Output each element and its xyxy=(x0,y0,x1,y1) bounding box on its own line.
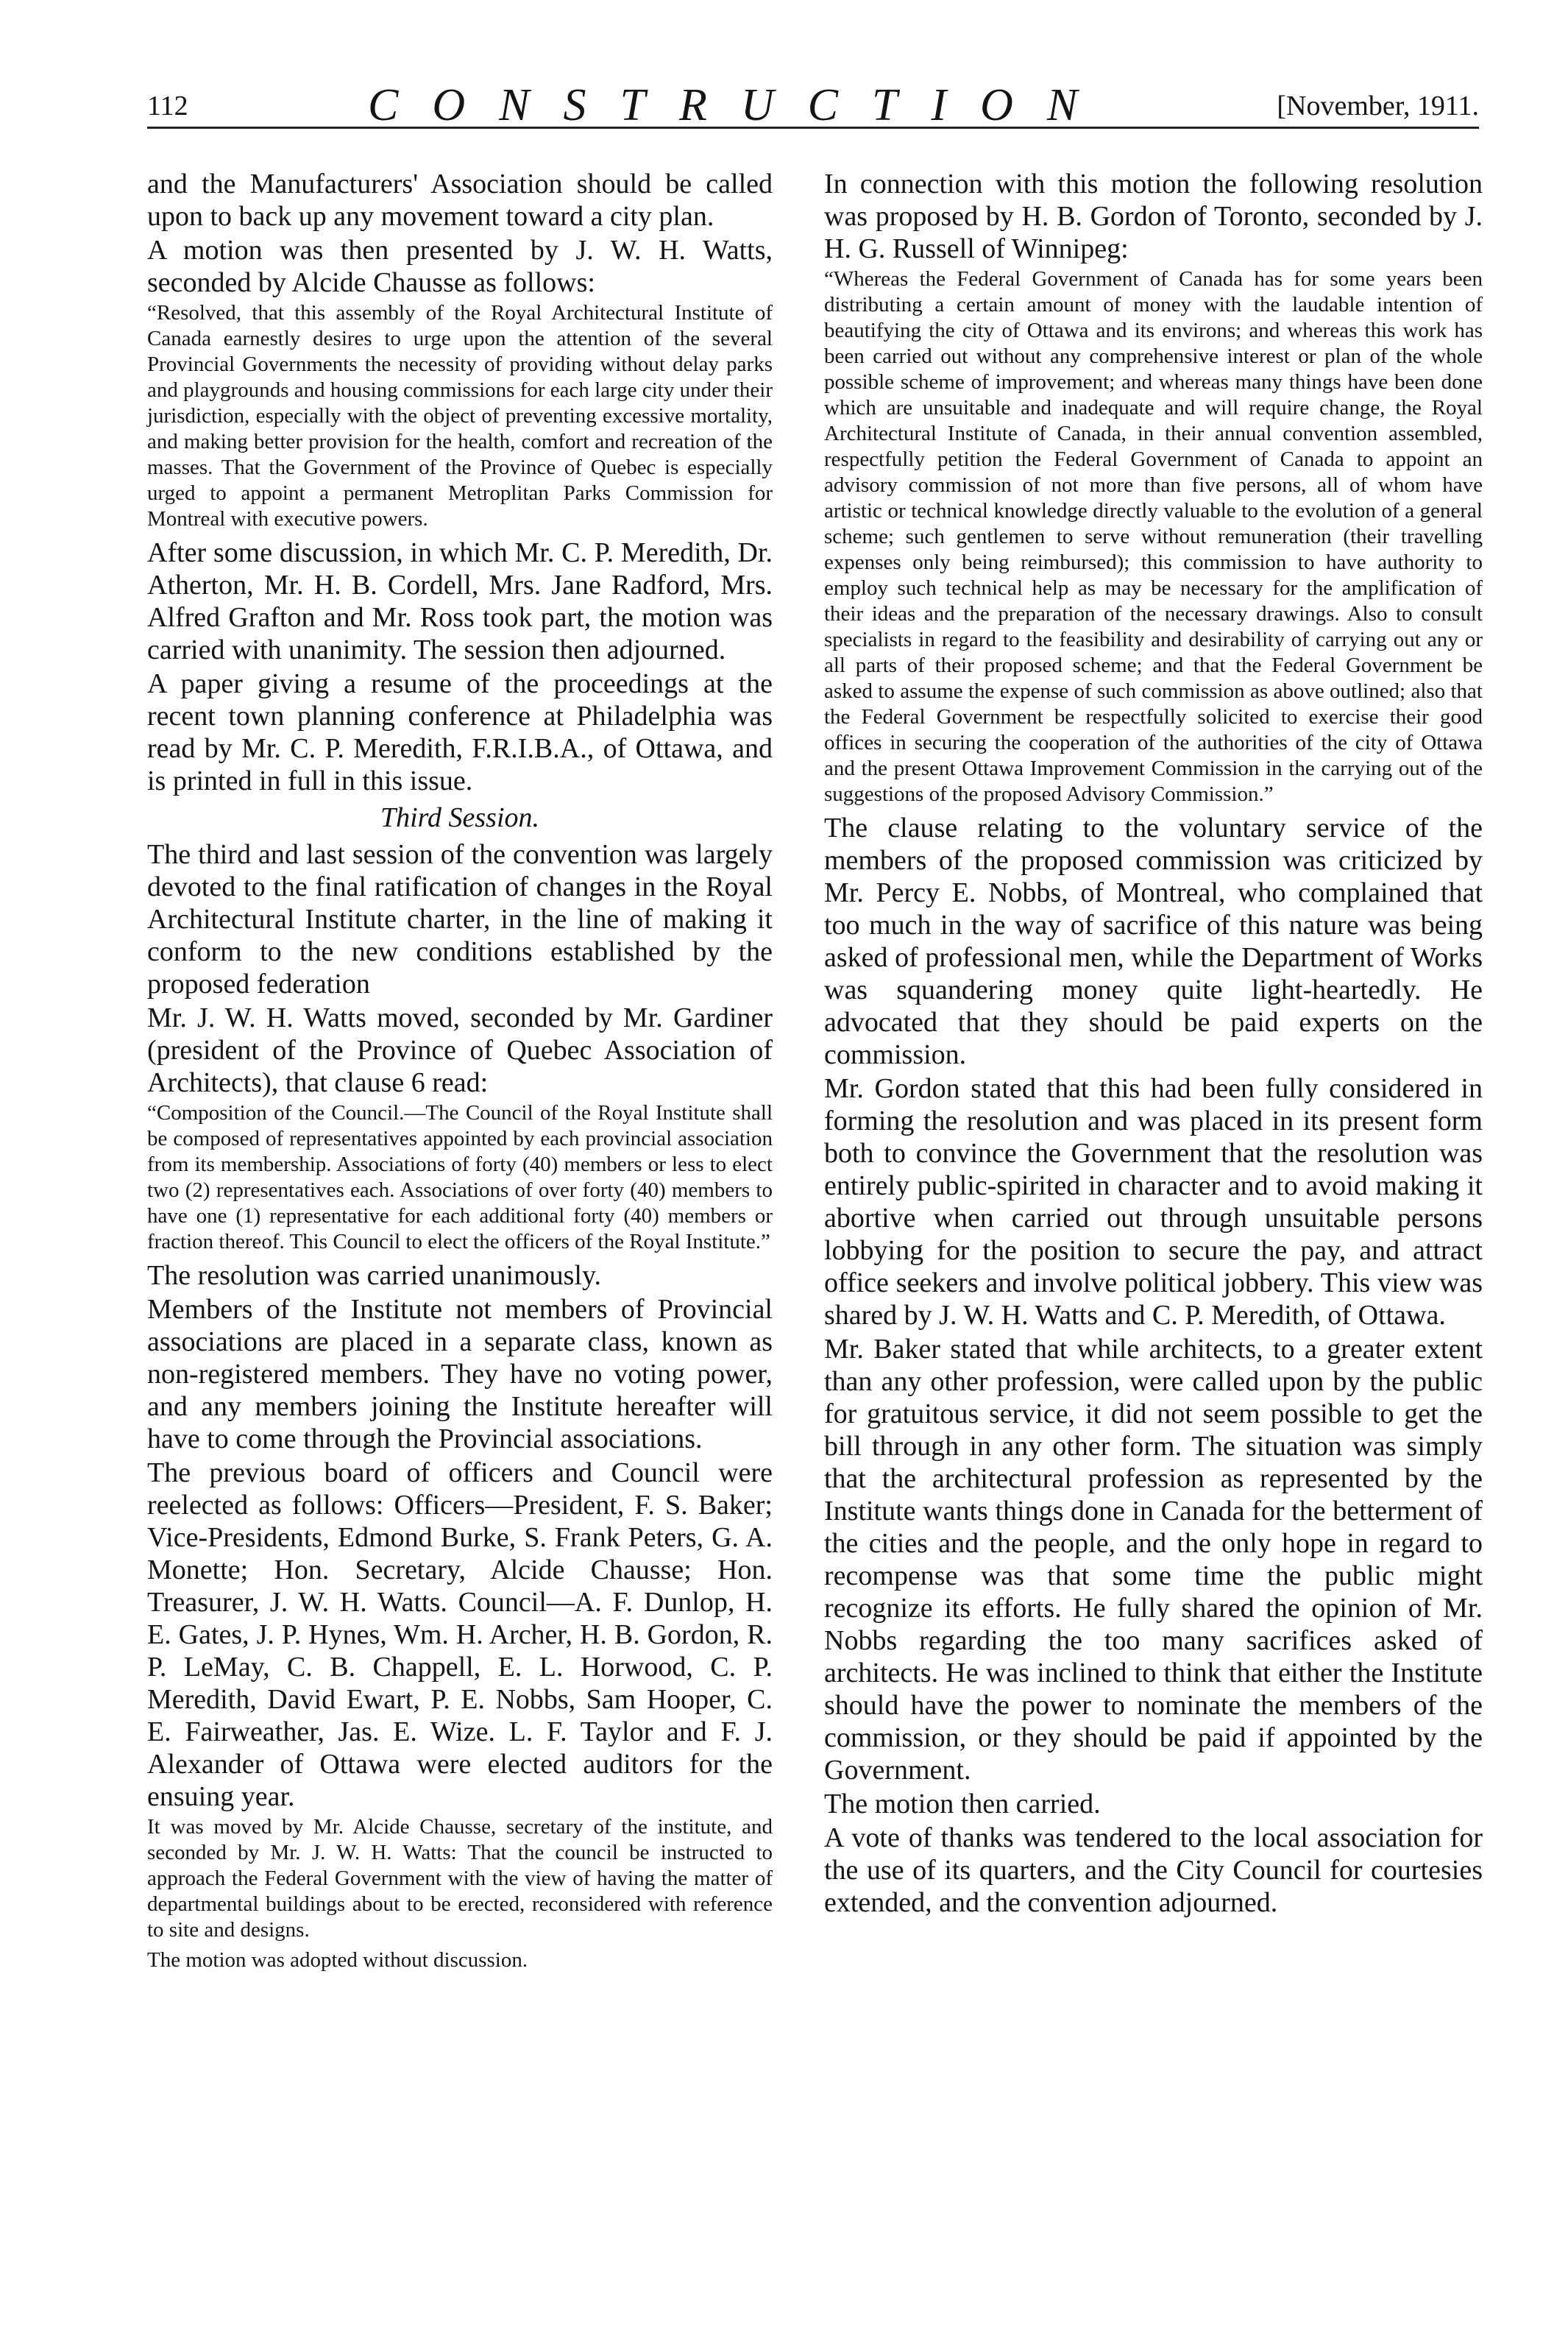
paragraph: Mr. J. W. H. Watts moved, seconded by Mr. Gardiner (president of the Province of Quebec Association of Architects), that clause 6 read: xyxy=(147,1002,773,1098)
section-heading: Third Session. xyxy=(380,802,540,833)
quoted-paragraph: “Composition of the Council.—The Council of the Royal Institute shall be composed of representatives appointed by each provincial association from its membership. Associations of forty (40) members or less to elect two (2) representatives each. Associations of over forty (40) members to have one (1) representative for each additional forty (40) members or fraction thereof. This Council to elect the officers of the Royal Institute.” xyxy=(147,1101,773,1253)
paragraph: The previous board of officers and Council were reelected as follows: Officers—President, F. S. Baker; Vice-Presidents, Edmond Burke, S. Frank Peters, G. A. Monette; Hon. Secretary, Alcide Chausse; Hon. Treasurer, J. W. H. Watts. Council—A. F. Dunlop, H. E. Gates, J. P. Hynes, Wm. H. Archer, H. B. Gordon, R. P. LeMay, C. B. Chappell, E. L. Horwood, C. P. Meredith, David Ewart, P. E. Nobbs, Sam Hooper, C. E. Fairweather, Jas. E. Wize. L. F. Taylor and F. J. Alexander of Ottawa were elected auditors for the ensuing year. xyxy=(147,1457,773,1812)
quoted-paragraph: “Resolved, that this assembly of the Royal Architectural Institute of Canada earnestly desires to urge upon the attention of the several Provincial Governments the necessity of providing without delay parks and playgrounds and housing commissions for each large city under their jurisdiction, especially with the object of preventing excessive mortality, and making better provision for the health, comfort and recreation of the masses. That the Government of the Province of Quebec is especially urged to appoint a permanent Metroplitan Parks Commission for Montreal with executive powers. xyxy=(147,301,773,531)
paragraph: A vote of thanks was tendered to the local association for the use of its quarters, and the City Council for courtesies extended, and the convention adjourned. xyxy=(824,1822,1483,1918)
left-column xyxy=(147,168,773,1978)
masthead: CONSTRUCTION xyxy=(368,80,1112,130)
paragraph: Members of the Institute not members of Provincial associations are placed in a separate class, known as non-registered members. They have no voting power, and any members joining the Institute hereafter will have to come through the Provincial associations. xyxy=(147,1294,773,1454)
quoted-paragraph: The motion was adopted without discussion. xyxy=(147,1948,528,1972)
paragraph: and the Manufacturers' Association should be called upon to back up any movement toward a city plan. xyxy=(147,169,773,232)
quoted-paragraph: “Whereas the Federal Government of Canada has for some years been distributing a certain amount of money with the laudable intention of beautifying the city of Ottawa and its environs; and whereas this work has been carried out without any comprehensive interest or plan of the whole possible scheme of improvement; and whereas many things have been done which are unsuitable and inadequate and will require change, the Royal Architectural Institute of Canada, in their annual convention assembled, respectfully petition the Federal Government of Canada to appoint an advisory commission of not more than five persons, all of whom have artistic or technical knowledge directly valuable to the evolution of a general scheme; such gentlemen to serve without remuneration (their travelling expenses only being reimbursed); this commission to have authority to employ such technical help as may be necessary for the amplification of their ideas and the preparation of the necessary drawings. Also to consult specialists in regard to the feasibility and desirability of carrying out any or all parts of their proposed scheme; and that the Federal Government be asked to assume the expense of such commission as above outlined; also that the Federal Government be respectfully solicited to exercise their good offices in securing the cooperation of the authorities of the city of Ottawa and the present Ottawa Improvement Commission in the carrying out of the suggestions of the proposed Advisory Commission.” xyxy=(824,267,1483,806)
page-header xyxy=(147,82,1479,129)
paragraph: The third and last session of the convention was largely devoted to the final ratification of changes in the Royal Architectural Institute charter, in the line of making it conform to the new conditions established by the proposed federation xyxy=(147,839,773,1000)
paragraph: In connection with this motion the following resolution was proposed by H. B. Gordon of Toronto, seconded by J. H. G. Russell of Winnipeg: xyxy=(824,169,1483,264)
paragraph: The resolution was carried unanimously. xyxy=(147,1260,601,1291)
paragraph: Mr. Baker stated that while architects, to a greater extent than any other profession, were called upon by the public for gratuitous service, it did not seem possible to get the bill through in any other form. The situation was simply that the architectural profession as represented by the Institute wants things done in Canada for the betterment of the cities and the people, and the only hope in regard to recompense was that some time the public might recognize its efforts. He fully shared the opinion of Mr. Nobbs regarding the too many sacrifices asked of architects. He was inclined to think that either the Institute should have the power to nominate the members of the commission, or they should be paid if appointed by the Government. xyxy=(824,1334,1483,1786)
paragraph: After some discussion, in which Mr. C. P. Meredith, Dr. Atherton, Mr. H. B. Cordell, Mrs. Jane Radford, Mrs. Alfred Grafton and Mr. Ross took part, the motion was carried with unanimity. The session then adjourned. xyxy=(147,537,773,665)
paragraph: The clause relating to the voluntary service of the members of the proposed commission was criticized by Mr. Percy E. Nobbs, of Montreal, who complained that too much in the way of sacrifice of this nature was being asked of professional men, while the Department of Works was squandering money quite light-heartedly. He advocated that they should be paid experts on the commission. xyxy=(824,813,1483,1070)
paragraph: Mr. Gordon stated that this had been fully considered in forming the resolution and was placed in its present form both to convince the Government that the resolution was entirely public-spirited in character and to avoid making it abortive when carried out through unsuitable persons lobbying for the position to secure the pay, and attract office seekers and involve political jobbery. This view was shared by J. W. H. Watts and C. P. Meredith, of Ottawa. xyxy=(824,1073,1483,1331)
right-column xyxy=(824,168,1483,1920)
paragraph: A motion was then presented by J. W. H. Watts, seconded by Alcide Chausse as follows: xyxy=(147,235,773,298)
page-number: 112 xyxy=(147,91,188,121)
quoted-paragraph: It was moved by Mr. Alcide Chausse, secretary of the institute, and seconded by Mr. J. W. H. Watts: That the council be instructed to approach the Federal Government with the view of having the matter of departmental buildings about to be erected, reconsidered with reference to site and designs. xyxy=(147,1815,773,1942)
paragraph: A paper giving a resume of the proceedings at the recent town planning conference at Philadelphia was read by Mr. C. P. Meredith, F.R.I.B.A., of Ottawa, and is printed in full in this issue. xyxy=(147,668,773,796)
issue-date: [November, 1911. xyxy=(1277,91,1479,121)
paragraph: The motion then carried. xyxy=(824,1789,1101,1819)
